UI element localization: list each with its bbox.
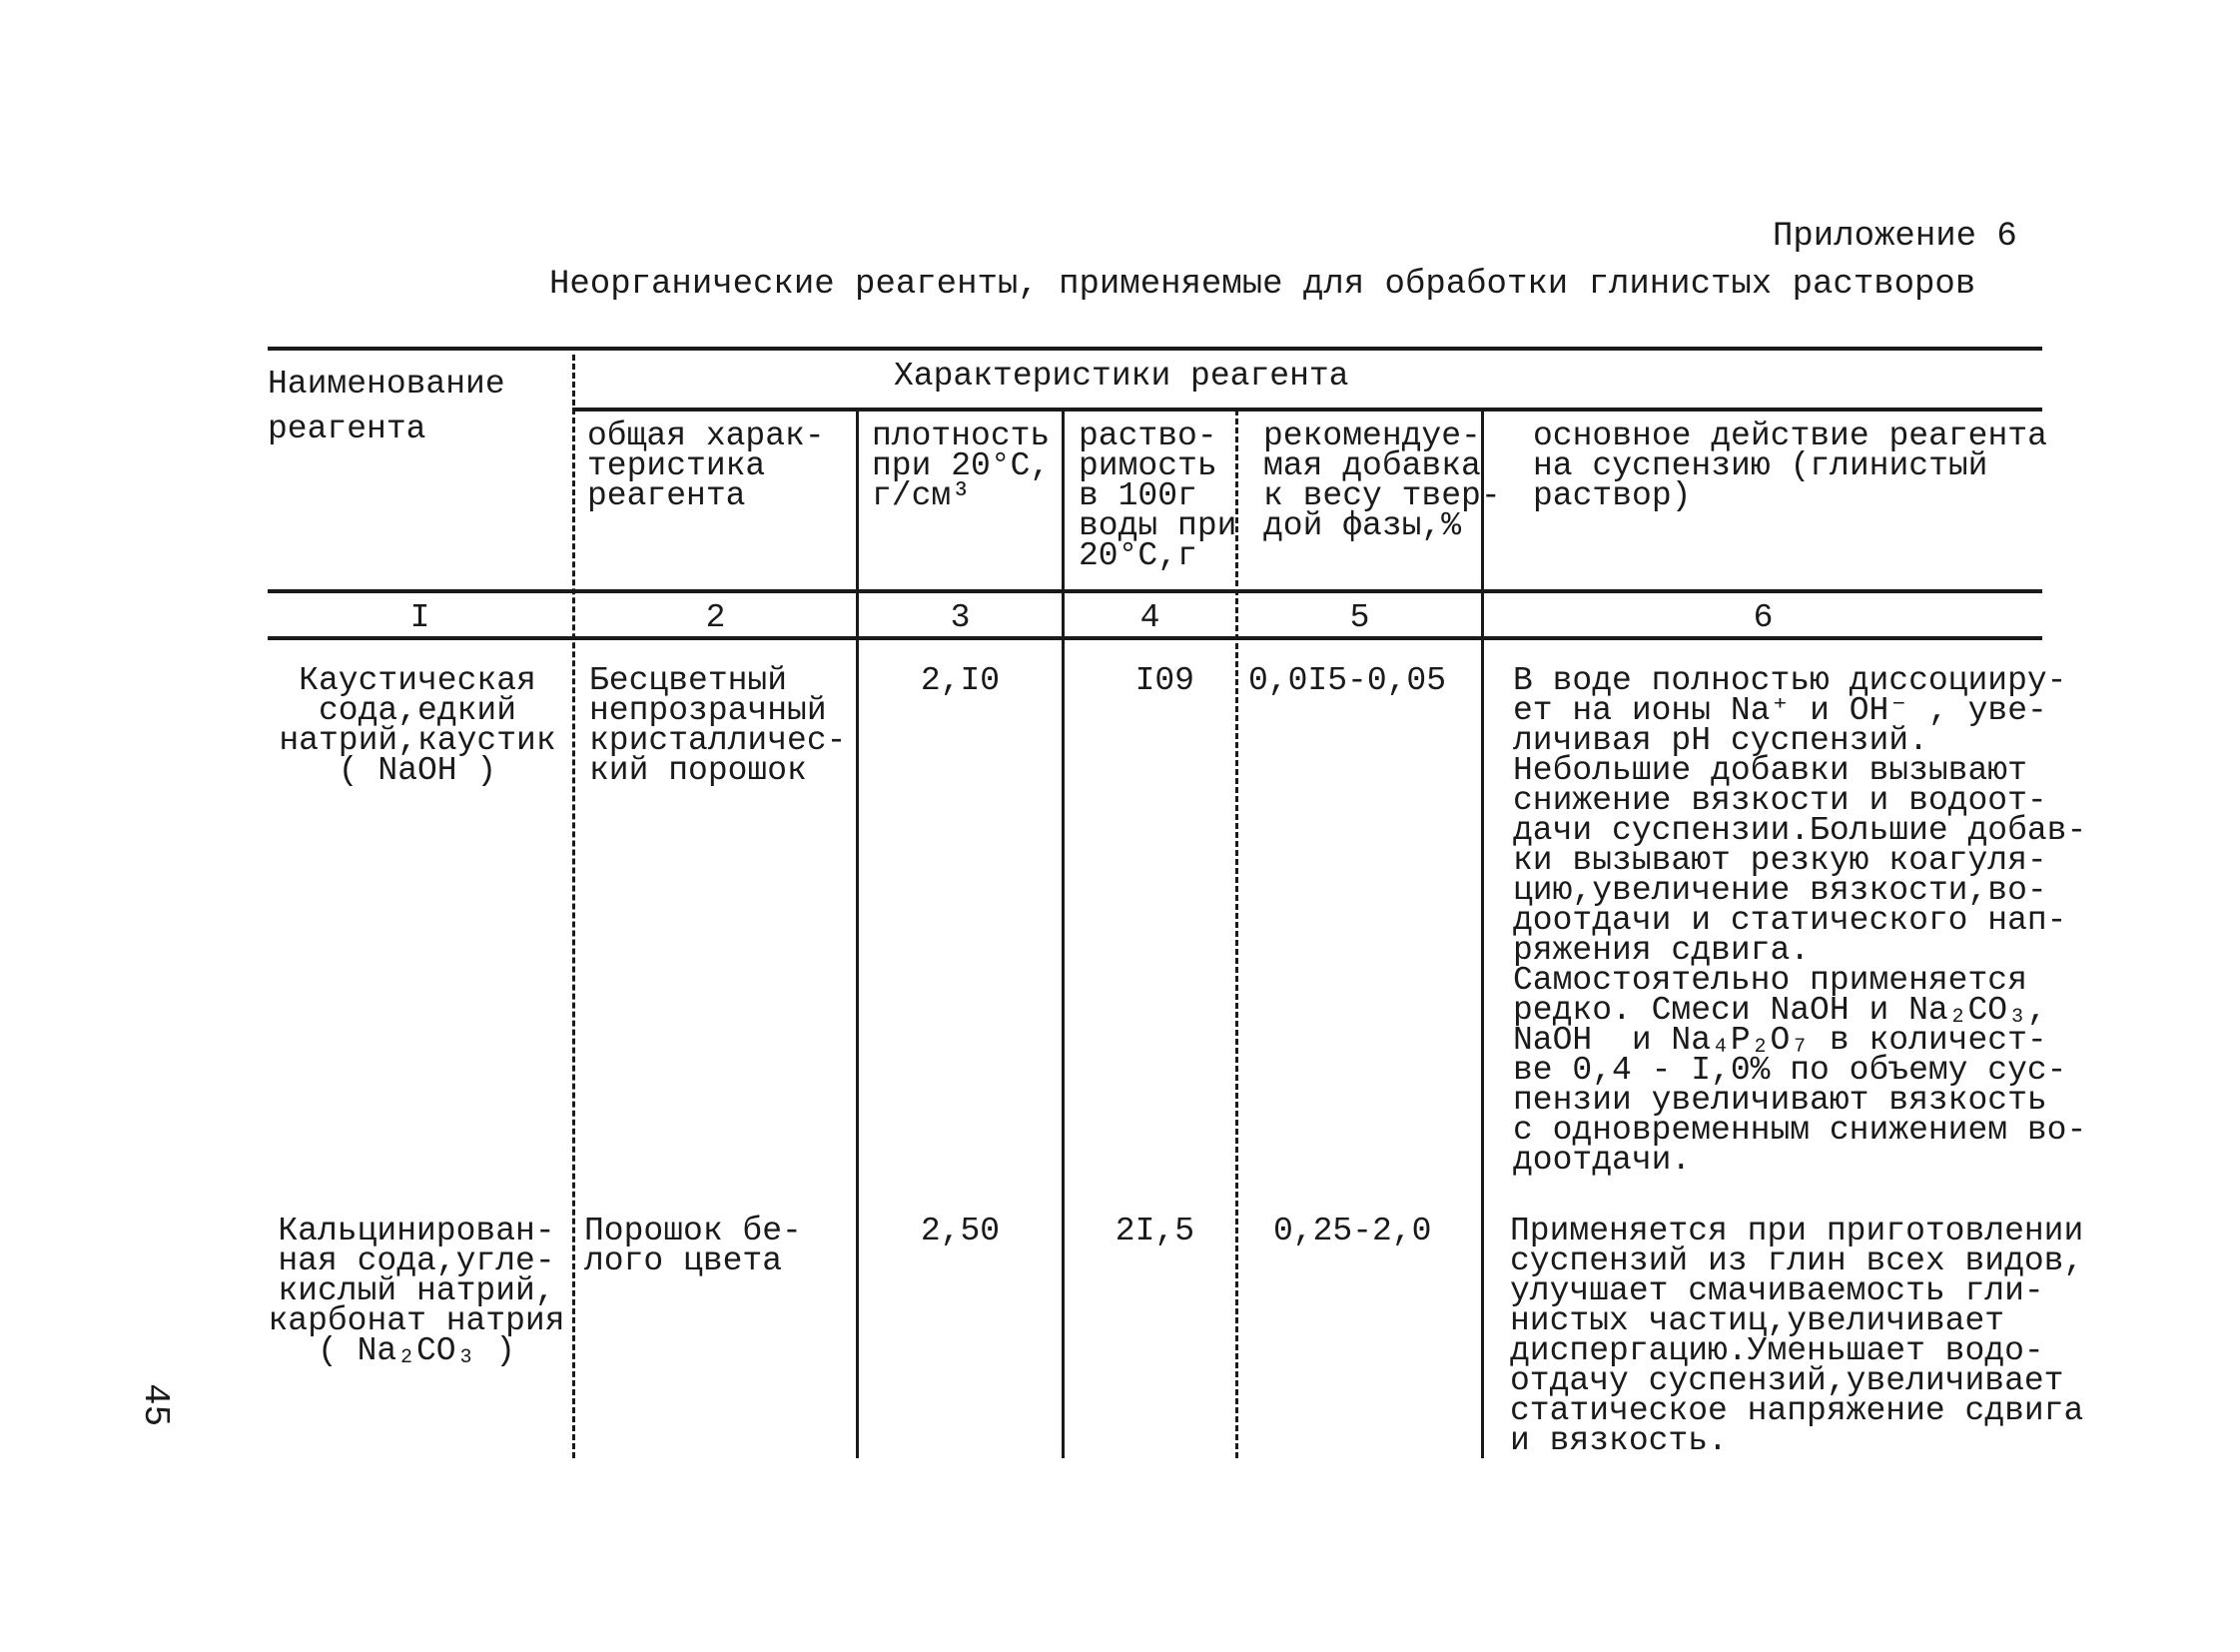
table-row-2-action: Применяется при приготовлении суспензий из глин всех видов, улучшает смачиваемость гли- нистых частиц,увеличивает диспергацию.Уменьшает водо- отдачу суспензий,увеличивает статическое напряжение сдвига и вязкость. [1510, 1213, 2084, 1459]
header-general: общая харак- теристика реагента [587, 417, 825, 514]
numbers-bottom-rule [268, 636, 2042, 640]
col-number-5: 5 [1349, 599, 1370, 636]
col-number-1: I [409, 599, 430, 636]
col-divider-3 [1062, 410, 1065, 1458]
col-number-4: 4 [1139, 599, 1160, 636]
header-solubility: раство- римость в 100г воды при 20°С,г [1079, 417, 1237, 574]
header-action: основное действие реагента на суспензию (глинистый раствор) [1533, 417, 2047, 514]
table-row-2-solubility: 2I,5 [1115, 1213, 1194, 1249]
header-dosage: рекомендуе- мая добавка к весу твер- дой фазы,% [1263, 417, 1501, 544]
appendix-label: Приложение 6 [1773, 218, 2017, 256]
header-density: плотность при 20°С, г/см³ [872, 417, 1051, 514]
col-divider-1 [572, 355, 575, 1458]
reagent-name-header: Наименование реагента [268, 366, 505, 447]
col-divider-5 [1481, 410, 1484, 1458]
table-row-2-dosage: 0,25-2,0 [1273, 1213, 1432, 1249]
col-number-3: 3 [950, 599, 971, 636]
col-number-2: 2 [705, 599, 726, 636]
col-number-6: 6 [1753, 599, 1774, 636]
page-number: 45 [135, 1383, 176, 1427]
table-row-1-action: В воде полностью диссоцииру- ет на ионы Na⁺ и OH⁻ , уве- личивая pH суспензий. Небольшие добавки вызывают снижение вязкости и водоот- дачи суспензии.Большие добав- ки вызывают резкую коагуля- цию,увеличение вязкости,во- доотдачи и статического нап- ряжения сдвига. Самостоятельно применяется редко. Смеси NaOH и Na₂CO₃, NaOH и Na₄P₂O₇ в количест- ве 0,4 - I,0% по объему сус- пензии увеличивают вязкость с одновременным снижением во- доотдачи. [1513, 662, 2087, 1179]
table-top-rule [268, 347, 2042, 351]
header-bottom-rule [268, 589, 2042, 593]
table-row-1-general: Бесцветный непрозрачный кристалличес- кий порошок [589, 662, 847, 789]
table-row-1-name: Каустическая сода,едкий натрий,каустик ( NaOH ) [279, 662, 556, 789]
table-row-1-dosage: 0,0I5-0,05 [1248, 662, 1447, 699]
table-row-1-solubility: I09 [1134, 662, 1194, 699]
col-divider-2 [856, 410, 859, 1458]
group-header-rule [572, 408, 2042, 412]
table-row-2-general: Порошок бе- лого цвета [584, 1213, 802, 1279]
characteristics-group-header: Характеристики реагента [894, 358, 1349, 395]
table-row-2-density: 2,50 [920, 1213, 1001, 1249]
table-row-1-density: 2,I0 [920, 662, 1001, 699]
page-title: Неорганические реагенты, применяемые для обработки глинистых растворов [549, 266, 1976, 304]
table-row-2-name: Кальцинирован- ная сода,угле- кислый натрий, карбонат натрия ( Na₂CO₃ ) [268, 1213, 565, 1369]
